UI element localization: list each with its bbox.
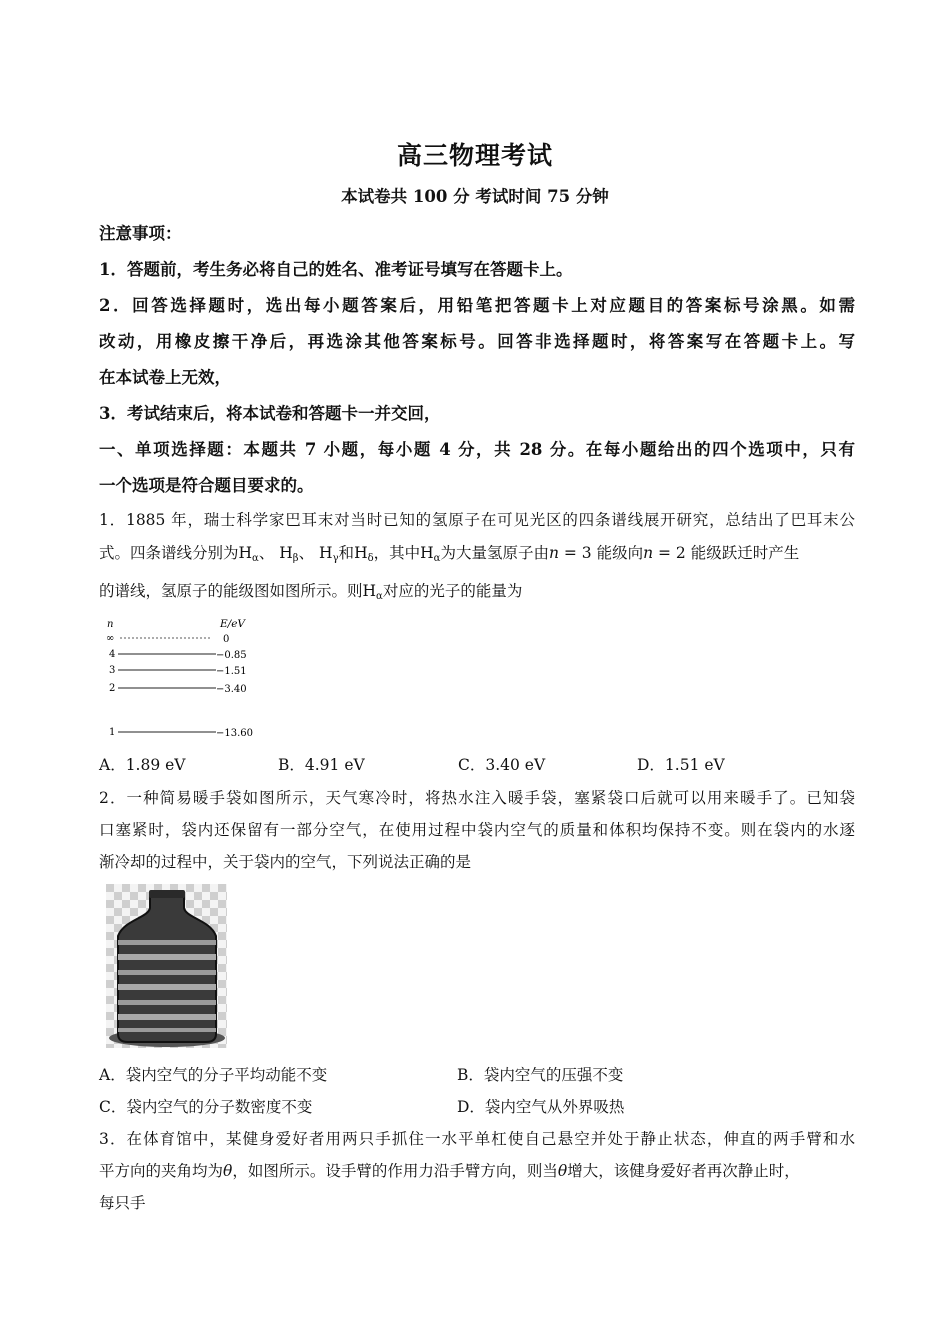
level-e-4: −0.85 xyxy=(216,650,247,661)
energy-level-diagram xyxy=(100,616,275,744)
q1-option-d: D．1.51 eV xyxy=(637,756,725,774)
level-e-3: −1.51 xyxy=(216,666,247,677)
section-heading-line-1: 一、单项选择题：本题共 7 小题，每小题 4 分，共 28 分。在每小题给出的四个选项中，只有 xyxy=(99,440,855,459)
notice-item-1: 1．答题前，考生务必将自己的姓名、准考证号填写在答题卡上。 xyxy=(99,260,573,279)
hot-water-bag-figure xyxy=(106,884,227,1048)
notice-item-3: 3．考试结束后，将本试卷和答题卡一并交回， xyxy=(99,404,441,423)
q3-line-1: 3．在体育馆中，某健身爱好者用两只手抓住一水平单杠使自己悬空并处于静止状态，伸直的两手臂和水 xyxy=(99,1130,855,1148)
level-n-inf: ∞ xyxy=(106,633,115,644)
level-n-2: 2 xyxy=(109,683,116,694)
exam-info: 本试卷共 100 分 考试时间 75 分钟 xyxy=(341,187,609,206)
notice-item-2-line-2: 改动，用橡皮擦干净后，再选涂其他答案标号。回答非选择题时，将答案写在答题卡上。写 xyxy=(99,332,855,351)
q2-option-c: C．袋内空气的分子数密度不变 xyxy=(99,1098,313,1116)
level-e-1: −13.60 xyxy=(216,728,254,739)
q2-option-d: D．袋内空气从外界吸热 xyxy=(457,1098,625,1116)
notice-heading: 注意事项： xyxy=(99,224,182,243)
q2-option-a: A．袋内空气的分子平均动能不变 xyxy=(99,1066,328,1084)
level-e-inf: 0 xyxy=(223,634,230,645)
level-n-4: 4 xyxy=(109,649,116,660)
diagram-n-label: n xyxy=(107,619,114,630)
q3-line-2: 平方向的夹角均为θ，如图所示。设手臂的作用力沿手臂方向，则当θ增大，该健身爱好者再次静止时， xyxy=(99,1162,800,1180)
q3-line-3: 每只手 xyxy=(99,1194,146,1212)
q2-line-1: 2．一种简易暖手袋如图所示，天气寒冷时，将热水注入暖手袋，塞紧袋口后就可以用来暖手了。已知袋 xyxy=(99,789,855,807)
q2-line-2: 口塞紧时，袋内还保留有一部分空气，在使用过程中袋内空气的质量和体积均保持不变。则在袋内的水逐 xyxy=(99,821,855,839)
section-heading-line-2: 一个选项是符合题目要求的。 xyxy=(99,476,314,495)
diagram-e-label: E/eV xyxy=(220,618,245,630)
notice-item-2-line-3: 在本试卷上无效， xyxy=(99,368,231,387)
q1-line-2: 式。四条谱线分别为$H_\alpha$、 $H_\beta$、 $H_\gamma$和$H_\delta$，其中$H_\alpha$为大量氢原子由n = 3 能级向n = 2 能级跃迁时产生 xyxy=(99,544,800,564)
page-title: 高三物理考试 xyxy=(396,141,553,170)
level-n-1: 1 xyxy=(109,727,116,738)
q2-line-3: 渐冷却的过程中，关于袋内的空气，下列说法正确的是 xyxy=(99,853,472,871)
q2-option-b: B．袋内空气的压强不变 xyxy=(457,1066,624,1084)
level-e-2: −3.40 xyxy=(216,684,247,695)
q1-line-3: 的谱线，氢原子的能级图如图所示。则$H_\alpha$对应的光子的能量为 xyxy=(99,582,523,602)
q1-option-b: B．4.91 eV xyxy=(278,756,365,774)
q1-option-a: A．1.89 eV xyxy=(99,756,186,774)
q1-option-c: C．3.40 eV xyxy=(458,756,546,774)
notice-item-2-line-1: 2．回答选择题时，选出每小题答案后，用铅笔把答题卡上对应题目的答案标号涂黑。如需 xyxy=(99,296,855,315)
q1-line-1: 1．1885 年，瑞士科学家巴耳末对当时已知的氢原子在可见光区的四条谱线展开研究，总结出了巴耳末公 xyxy=(99,511,855,529)
level-n-3: 3 xyxy=(109,665,116,676)
